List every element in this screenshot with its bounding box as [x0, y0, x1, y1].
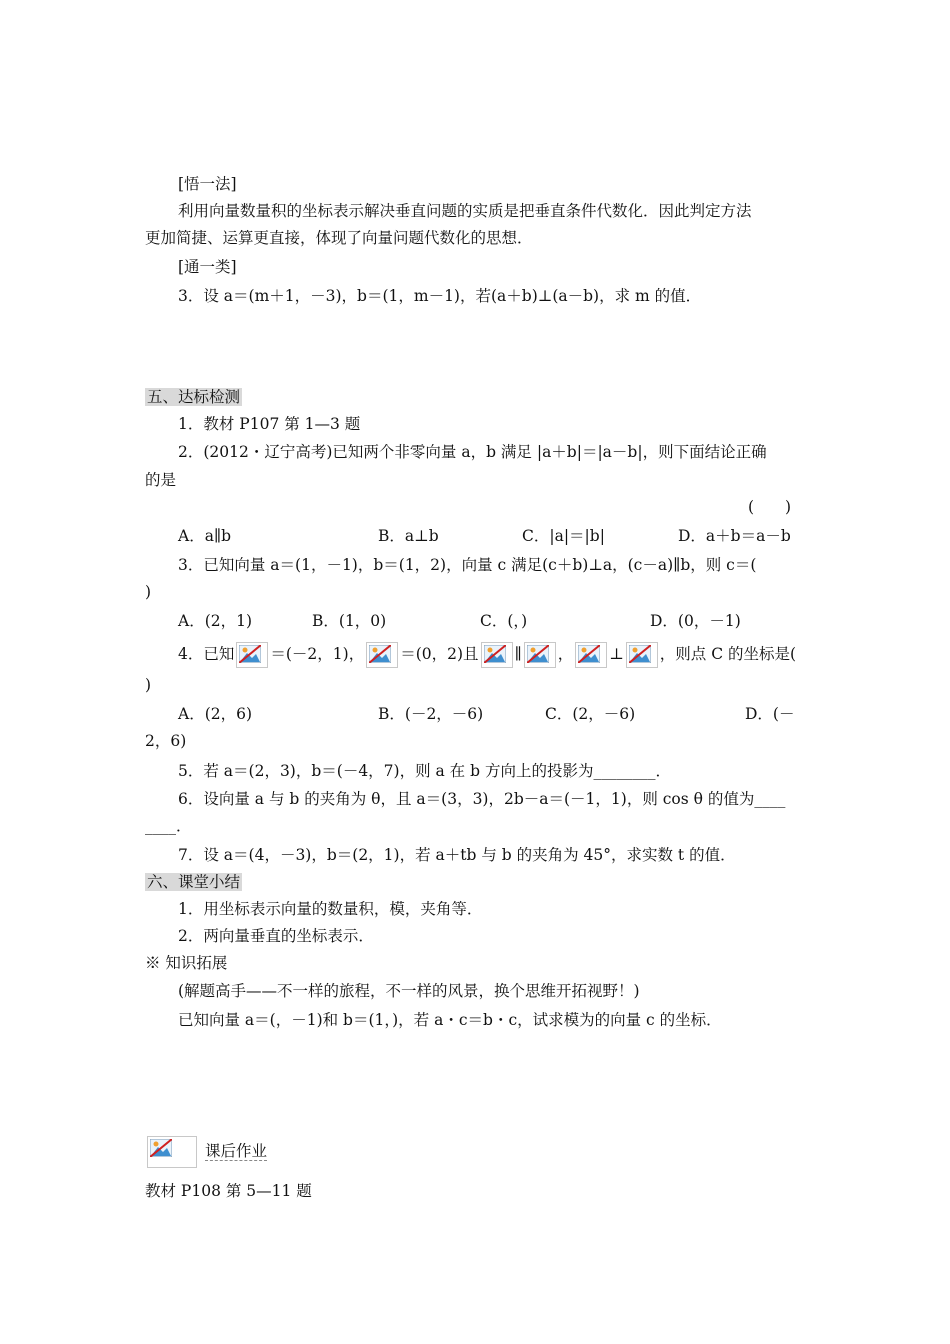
broken-image-icon: [524, 642, 556, 668]
s5-q4-option-d-continued: 2，6): [145, 732, 187, 750]
broken-image-icon: [575, 642, 607, 668]
s5-question-5: 5．若 a＝(2，3)，b＝(－4，7)，则 a 在 b 方向上的投影为________．: [178, 762, 671, 780]
s5-q3-option-d: D．(0，－1): [650, 612, 741, 630]
wu-paragraph-line-2: 更加简捷、运算更直接，体现了向量问题代数化的思想．: [145, 229, 533, 247]
s5-q2-option-a: A．a∥b: [178, 527, 232, 545]
s5-question-4-line-2: ): [145, 676, 152, 694]
s5-q4-option-a: A．(2，6): [178, 705, 253, 723]
homework-text: 教材 P108 第 5—11 题: [145, 1182, 312, 1200]
s5-question-3-line-2: ): [145, 583, 152, 601]
s5-q4-option-b: B．(－2，－6): [378, 705, 484, 723]
s5-q2-option-b: B．a⊥b: [378, 527, 439, 545]
s5-q4-option-c: C．(2，－6): [545, 705, 636, 723]
q4-ending: ，则点 C 的坐标是(: [659, 645, 797, 663]
wu-label: [悟一法]: [178, 175, 237, 193]
s5-q3-option-b: B．(1，0): [312, 612, 387, 630]
section-6-title: 六、课堂小结: [147, 873, 241, 891]
s5-q2-option-c: C．|a|＝|b|: [522, 527, 605, 545]
broken-image-icon: [147, 1136, 197, 1168]
q4-prefix: 4．已知: [178, 645, 235, 663]
s6-summary-1: 1．用坐标表示向量的数量积，模，夹角等．: [178, 900, 483, 918]
broken-image-icon: [236, 642, 268, 668]
s5-q3-option-c: C．(，): [480, 612, 528, 630]
q4-parallel-sign: ∥: [514, 645, 522, 663]
s6-summary-2: 2．两向量垂直的坐标表示．: [178, 927, 374, 945]
homework-header: [145, 1135, 267, 1168]
extension-note: (解题高手——不一样的旅程，不一样的风景，换个思维开拓视野！): [178, 982, 640, 1000]
s5-question-6-line-2: ____．: [145, 817, 192, 835]
q4-perp-sign: ⊥: [609, 645, 624, 663]
q4-eq-1: ＝(－2，1)，: [270, 645, 365, 663]
s5-question-4-line-1: [178, 640, 796, 668]
s5-q4-option-d: D．(－: [745, 705, 795, 723]
broken-image-icon: [366, 642, 398, 668]
section-5-title: 五、达标检测: [147, 388, 241, 406]
extension-problem: 已知向量 a＝(，－1)和 b＝(1，)，若 a・c＝b・c，试求模为的向量 c 的坐标．: [178, 1011, 722, 1029]
s5-q3-option-a: A．(2，1): [178, 612, 253, 630]
extension-title: ※ 知识拓展: [145, 954, 228, 972]
s5-question-2-answer-paren: ( ): [748, 498, 792, 516]
s5-question-1: 1．教材 P107 第 1—3 题: [178, 415, 361, 433]
s5-question-3-line-1: 3．已知向量 a＝(1，－1)，b＝(1，2)，向量 c 满足(c＋b)⊥a，(c－a)∥b，则 c＝(: [178, 556, 757, 574]
s5-question-2-line-2: 的是: [145, 471, 177, 489]
q4-comma: ，: [557, 645, 574, 663]
broken-image-icon: [481, 642, 513, 668]
broken-image-icon: [626, 642, 658, 668]
s5-question-6-line-1: 6．设向量 a 与 b 的夹角为 θ，且 a＝(3，3)，2b－a＝(－1，1)，则 cos θ 的值为____: [178, 790, 786, 808]
wu-paragraph-line-1: 利用向量数量积的坐标表示解决垂直问题的实质是把垂直条件代数化．因此判定方法: [178, 202, 752, 220]
s5-q2-option-d: D．a＋b＝a－b: [678, 527, 791, 545]
tong-label: [通一类]: [178, 258, 237, 276]
homework-title: 课后作业: [205, 1142, 268, 1160]
q4-eq-2: ＝(0，2)且: [400, 645, 479, 663]
tong-question-3: 3．设 a＝(m＋1，－3)，b＝(1，m－1)，若(a＋b)⊥(a－b)，求 m 的值．: [178, 287, 702, 305]
s5-question-7: 7．设 a＝(4，－3)，b＝(2，1)，若 a＋tb 与 b 的夹角为 45°，求实数 t 的值．: [178, 846, 736, 864]
s5-question-2-line-1: 2．(2012・辽宁高考)已知两个非零向量 a，b 满足 |a＋b|＝|a－b|，则下面结论正确: [178, 443, 767, 461]
